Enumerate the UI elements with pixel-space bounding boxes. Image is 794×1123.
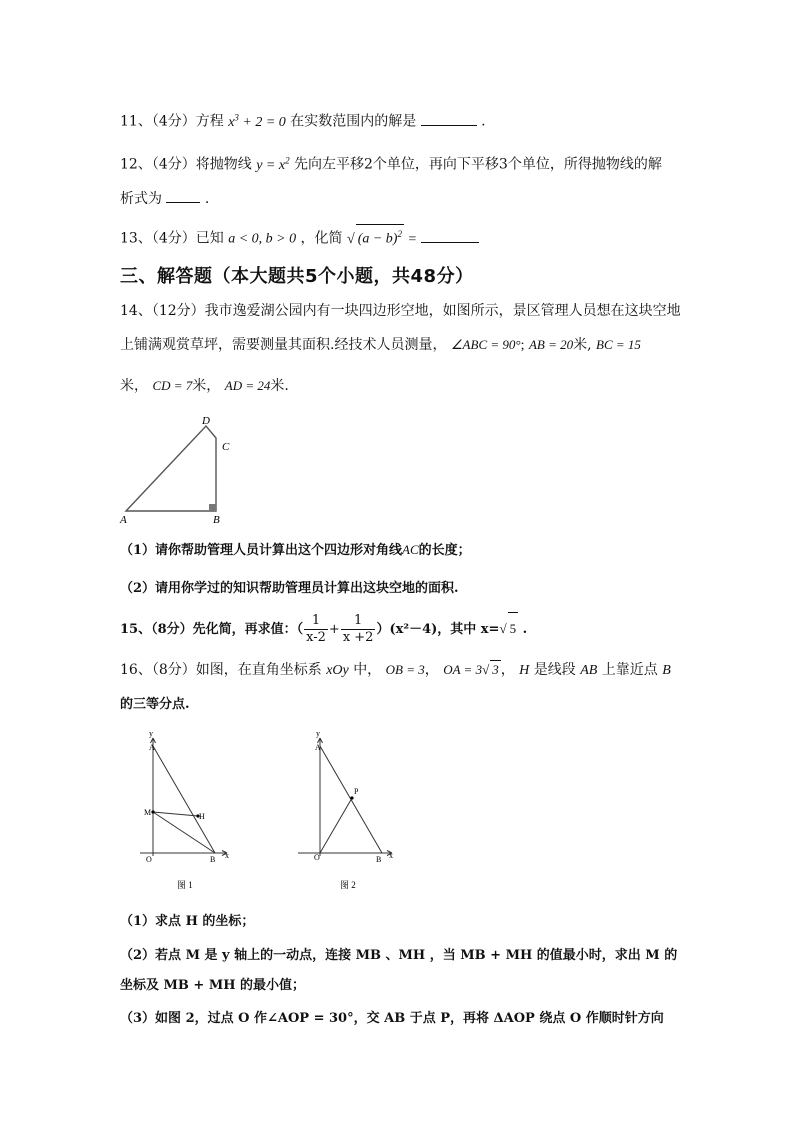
question-16-sub2-line2: 坐标及 MB + MH 的最小值； [120, 978, 306, 993]
coordinate-figure-1 [135, 728, 245, 893]
figure-2-caption: 图 2 [340, 880, 356, 890]
q13-text2: ，化简 [300, 230, 343, 247]
q14-ab: AB = 20 [528, 337, 574, 352]
question-14-line1: 14、（12分）我市逸爱湖公园内有一块四边形空地，如图所示，景区管理人员想在这块空地 [120, 303, 681, 319]
question-12-line2 [120, 188, 209, 208]
question-16-sub2: （2）若点 M 是 y 轴上的一动点，连接 MB 、MH ，当 MB + MH 的值最小时，求出 M 的 [120, 948, 678, 963]
q15-value: 5 [508, 612, 519, 645]
svg-text:y: y [149, 729, 153, 738]
coordinate-figure-2 [296, 728, 406, 893]
q14-sub1-end: 的长度； [418, 543, 471, 558]
q16-oa-lhs: OA = 3 [443, 662, 483, 677]
fraction-2 [341, 613, 376, 646]
svg-text:M: M [144, 808, 152, 817]
unit: 米 [192, 378, 207, 394]
q16-text4: 上靠近点 [601, 662, 658, 678]
frac2-num: 1 [341, 613, 376, 630]
q14-angle: ∠ABC = 90° [450, 337, 521, 352]
answer-blank[interactable] [166, 188, 200, 203]
q16-comma: ， [500, 662, 515, 678]
plus-sign: + [328, 622, 340, 637]
frac2-den: x +2 [342, 630, 374, 645]
question-16-line2: 的三等分点. [120, 697, 190, 712]
quadrilateral-figure [116, 412, 246, 532]
q16-ab: AB [580, 663, 598, 678]
frac1-num: 1 [304, 613, 328, 630]
question-14-line2: 上铺满观赏草坪，需要测量其面积.经技术人员测量， ∠ABC = 90°; AB = 20米, BC = 15 [120, 337, 641, 353]
svg-text:x: x [225, 851, 229, 860]
unit: 米 [270, 378, 285, 394]
q12-end: . [204, 191, 210, 207]
vertex-label-c: C [222, 441, 230, 453]
svg-text:y: y [316, 729, 320, 738]
q15-end: . [522, 622, 528, 637]
vertex-label-b: B [213, 514, 220, 526]
unit: 米 [120, 378, 134, 394]
question-14-sub1 [120, 541, 471, 560]
question-14-line3: 米， CD = 7米， AD = 24米. [120, 378, 289, 394]
q16-ob: OB = 3 [385, 662, 425, 677]
q14-cd: CD = 7 [152, 378, 193, 393]
svg-text:O: O [314, 853, 320, 862]
question-12 [120, 151, 662, 175]
q14-text: 上铺满观赏草坪，需要测量其面积.经技术人员测量， [120, 337, 447, 353]
q15-text: 15、（8分）先化简，再求值：（ [120, 622, 304, 637]
question-15: 15、（8分）先化简，再求值：（ $\frac{1}{x-2}$ + $\frac{1}{x +2}$ ）(x²－4)，其中 x=√ 5 . [120, 613, 528, 645]
q16-oa-radicand: 3 [492, 662, 499, 677]
q14-ad: AD = 24 [224, 378, 271, 393]
q12-equation: $y = x^2$ [256, 155, 290, 173]
right-angle-mark [209, 504, 216, 511]
q11-text2: 在实数范围内的解是 [290, 113, 417, 130]
q11-text: 11、（4分）方程 [120, 113, 224, 130]
answer-blank[interactable] [421, 111, 477, 126]
q13-condition: a < 0, b > 0 [228, 231, 297, 247]
answer-blank[interactable] [421, 228, 479, 243]
q11-end: . [481, 113, 486, 130]
question-13 [120, 224, 479, 249]
question-16-line1: 16、（8分）如图，在直角坐标系 xOy 中， OB = 3， OA = 3√ 3 ， H 是线段 AB 上靠近点 B [120, 662, 671, 678]
q13-text: 13、（4分）已知 [120, 230, 224, 247]
question-16-sub3: （3）如图 2，过点 O 作∠AOP = 30°，交 AB 于点 P，再将 ΔAOP 绕点 O 作顺时针方向 [120, 1011, 664, 1026]
q16-text3: 是线段 [533, 662, 576, 678]
q15-rest: ）(x²－4)，其中 x= [376, 622, 500, 637]
fraction-1 [304, 613, 328, 646]
question-14-sub2: （2）请用你学过的知识帮助管理员计算出这块空地的面积. [120, 581, 459, 596]
frac1-den: x-2 [306, 630, 326, 645]
svg-text:B: B [376, 855, 382, 864]
q13-expression: √ $(a - b)^2$ = [347, 232, 417, 247]
q12-text3: 析式为 [120, 191, 162, 207]
q11-equation: $x^3 + 2 = 0$ [228, 112, 286, 130]
vertex-label-a: A [120, 514, 127, 526]
q16-h: H [519, 663, 530, 678]
q12-text: 12、（4分）将抛物线 [120, 156, 252, 173]
question-16-sub1: （1）求点 H 的坐标； [120, 914, 255, 929]
svg-text:A: A [149, 743, 155, 752]
svg-text:P: P [354, 787, 359, 796]
svg-text:B: B [210, 855, 216, 864]
q16-text: 16、（8分）如图，在直角坐标系 [120, 662, 322, 678]
q14-sub1-text: （1）请你帮助管理人员计算出这个四边形对角线 [120, 543, 403, 558]
svg-text:x: x [389, 851, 393, 860]
quadrilateral-outline [126, 426, 216, 511]
svg-text:O: O [146, 855, 152, 864]
unit: 米 [573, 337, 588, 353]
q12-text2: 先向左平移2个单位，再向下平移3个单位，所得抛物线的解 [294, 156, 662, 173]
q14-sub1-ac: AC [402, 542, 419, 557]
svg-text:H: H [199, 812, 205, 821]
svg-text:A: A [315, 743, 321, 752]
q14-bc: BC = 15 [596, 337, 641, 352]
section-heading: 三、解答题（本大题共5个小题，共48分） [120, 266, 474, 287]
q16-oa: OA = 3√ 3 [443, 662, 499, 677]
q16-b: B [662, 663, 671, 678]
vertex-label-d: D [202, 415, 210, 427]
q16-text2: 中， [353, 662, 382, 678]
figure-1-caption: 图 1 [177, 880, 193, 890]
question-11 [120, 108, 486, 132]
